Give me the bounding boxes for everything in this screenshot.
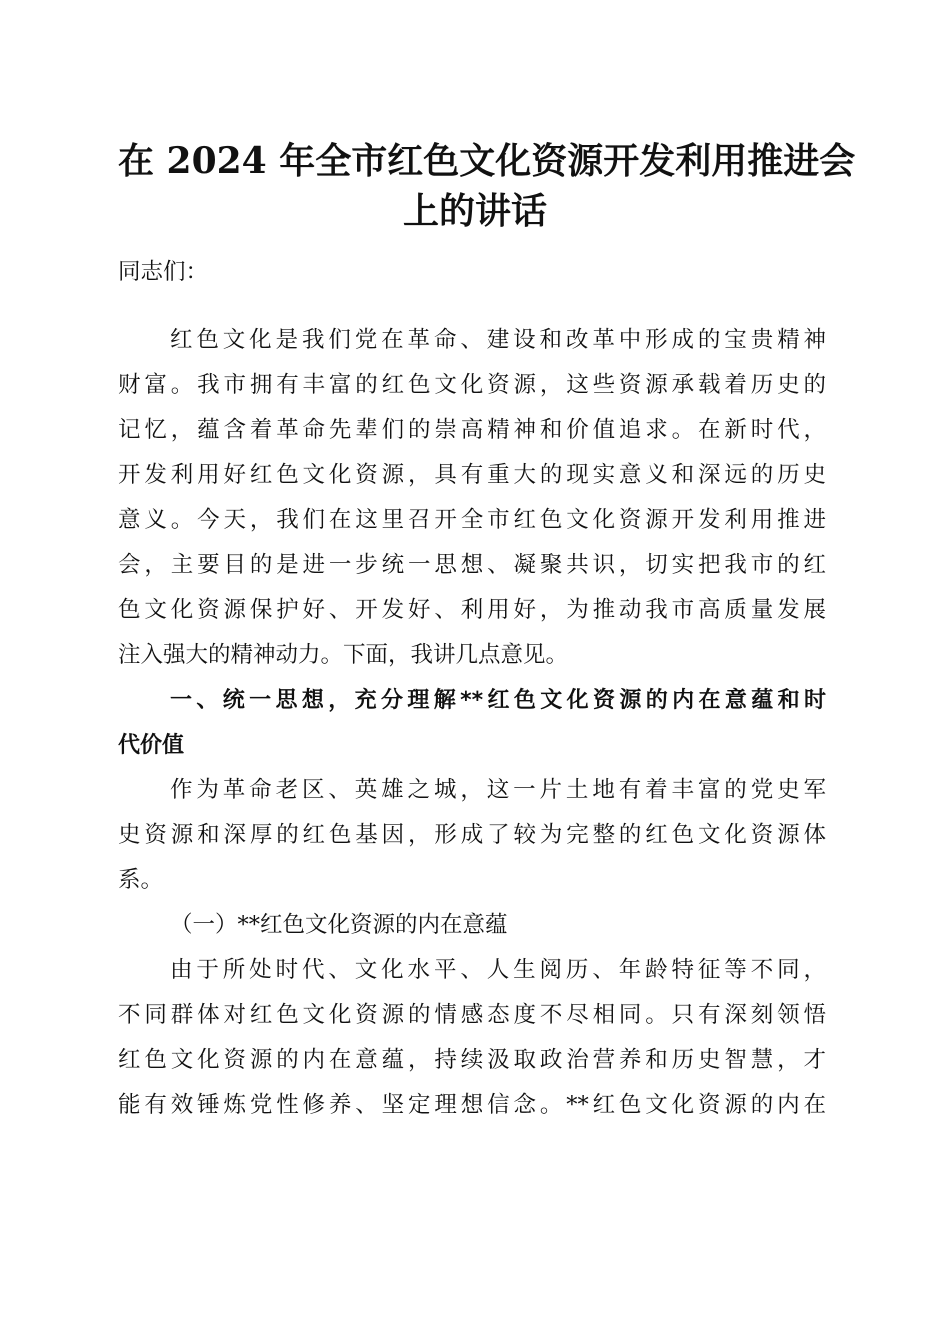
- intro-paragraph: [118, 318, 826, 678]
- intro-line: 意义。今天，我们在这里召开全市红色文化资源开发利用推进: [118, 507, 826, 533]
- intro-line: 注入强大的精神动力。下面，我讲几点意见。: [118, 642, 569, 668]
- intro-line: 色文化资源保护好、开发好、利用好，为推动我市高质量发展: [118, 597, 826, 623]
- intro-line: 红色文化是我们党在革命、建设和改革中形成的宝贵精神: [170, 327, 826, 353]
- intro-line: 会，主要目的是进一步统一思想、凝聚共识，切实把我市的红: [118, 552, 826, 578]
- document-title: [118, 136, 856, 236]
- subsection-1-heading: [118, 903, 826, 948]
- section-1-paragraph: [118, 768, 826, 903]
- subsection-1-line: 能有效锤炼党性修养、坚定理想信念。**红色文化资源的内在: [118, 1092, 826, 1118]
- section-1-heading-line: 代价值: [118, 733, 185, 758]
- subsection-1-paragraph: [118, 948, 826, 1128]
- section-1-heading-line: 一、统一思想，充分理解**红色文化资源的内在意蕴和时: [170, 688, 826, 713]
- salutation: [118, 250, 826, 295]
- section-1-line: 系。: [118, 867, 164, 893]
- section-1-heading: [118, 678, 826, 768]
- title-line-1: 在 2024 年全市红色文化资源开发利用推进会: [118, 140, 856, 182]
- intro-line: 财富。我市拥有丰富的红色文化资源，这些资源承载着历史的: [118, 372, 826, 398]
- intro-line: 开发利用好红色文化资源，具有重大的现实意义和深远的历史: [118, 462, 826, 488]
- subsection-1-line: 由于所处时代、文化水平、人生阅历、年龄特征等不同，: [170, 957, 826, 983]
- section-1-line: 作为革命老区、英雄之城，这一片土地有着丰富的党史军: [170, 777, 826, 803]
- section-1-line: 史资源和深厚的红色基因，形成了较为完整的红色文化资源体: [118, 822, 826, 848]
- subsection-1-line: 不同群体对红色文化资源的情感态度不尽相同。只有深刻领悟: [118, 1002, 826, 1028]
- subsection-1-heading-text: （一）**红色文化资源的内在意蕴: [170, 912, 508, 938]
- title-line-2: 上的讲话: [402, 190, 547, 232]
- intro-line: 记忆，蕴含着革命先辈们的崇高精神和价值追求。在新时代，: [118, 417, 826, 443]
- salutation-text: 同志们：: [118, 259, 209, 285]
- subsection-1-line: 红色文化资源的内在意蕴，持续汲取政治营养和历史智慧，才: [118, 1047, 826, 1073]
